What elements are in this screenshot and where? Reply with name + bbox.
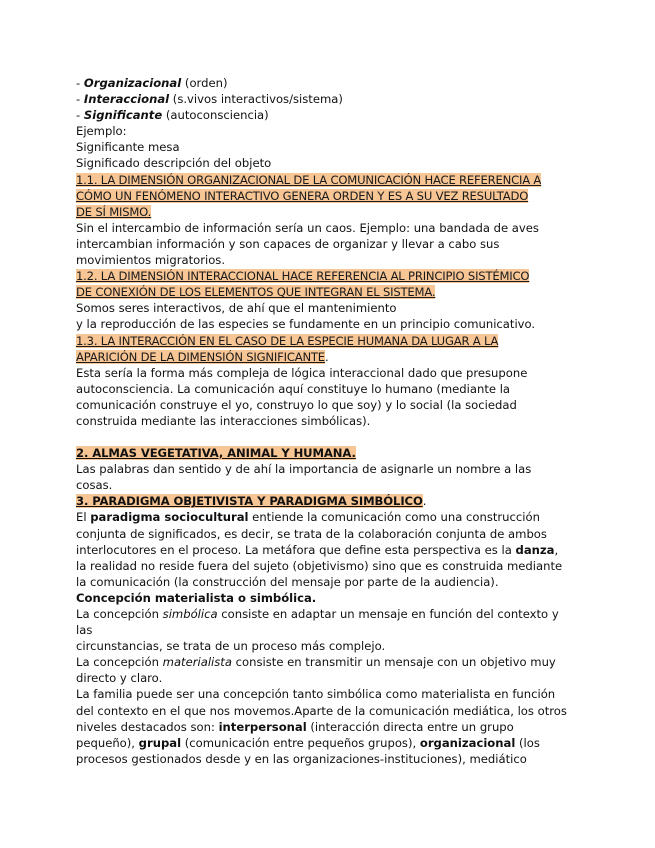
text-line — [76, 75, 586, 91]
text-run: . — [324, 349, 329, 364]
italic-term: materialista — [162, 655, 232, 670]
text-line — [76, 300, 586, 316]
text-line — [76, 381, 586, 397]
highlighted-heading: 1.1. LA DIMENSIÓN ORGANIZACIONAL DE LA COMUNICACIÓN HACE REFERENCIA A — [76, 172, 542, 187]
text-line — [76, 252, 586, 268]
text-run: Las palabras dan sentido y de ahí la importancia de asignarle un nombre a las — [76, 462, 532, 477]
text-run: interlocutores en el proceso. La metáfora que define esta perspectiva es la — [76, 542, 516, 557]
text-run: (autoconsciencia) — [162, 108, 269, 123]
text-run: niveles destacados son: — [76, 719, 219, 734]
text-run: (s.vivos interactivos/sistema) — [169, 92, 343, 107]
text-line — [76, 123, 586, 139]
text-run: Ejemplo: — [76, 124, 127, 139]
bold-term: paradigma sociocultural — [90, 510, 249, 525]
bold-term: grupal — [138, 735, 182, 750]
text-run: - — [76, 76, 84, 90]
text-line — [76, 107, 586, 123]
text-run: y la reproducción de las especies se fundamente en un principio comunicativo. — [76, 317, 536, 332]
text-run: El — [76, 510, 91, 525]
text-run: pequeño), — [76, 735, 139, 750]
text-line — [76, 477, 586, 493]
text-run: Somos seres interactivos, de ahí que el mantenimiento — [76, 301, 397, 316]
text-line — [76, 638, 586, 654]
text-run: consiste en transmitir un mensaje con un objetivo muy — [231, 655, 556, 670]
text-run: procesos gestionados desde y en las organizaciones-instituciones), mediático — [76, 751, 527, 766]
text-run: entiende la comunicación como una construcción — [248, 510, 540, 525]
text-run: la realidad no reside fuera del sujeto (objetivismo) sino que es construida mediante — [76, 558, 563, 573]
text-run: Esta sería la forma más compleja de lógica interaccional dado que presupone — [76, 365, 528, 380]
text-line — [76, 558, 586, 574]
text-run: circunstancias, se trata de un proceso más complejo. — [76, 639, 386, 654]
italic-term: simbólica — [162, 607, 218, 621]
highlighted-heading: DE CONEXIÓN DE LOS ELEMENTOS QUE INTEGRAN EL SISTEMA. — [76, 285, 436, 300]
text-line — [76, 188, 586, 204]
text-line — [76, 445, 586, 461]
text-line — [76, 719, 586, 735]
text-line — [76, 333, 586, 349]
text-line — [76, 686, 586, 702]
text-line — [76, 139, 586, 155]
text-run: directo y claro. — [76, 671, 163, 686]
highlighted-heading: APARICIÓN DE LA DIMENSIÓN SIGNIFICANTE — [76, 349, 325, 364]
text-line — [76, 526, 586, 542]
text-run: (orden) — [181, 76, 228, 90]
bold-italic-term: Organizacional — [83, 76, 182, 90]
text-line — [76, 284, 586, 300]
text-line — [76, 236, 586, 252]
highlighted-heading: DE SÍ MISMO. — [76, 204, 152, 219]
bold-term: interpersonal — [218, 719, 307, 734]
text-run: (los — [515, 735, 540, 750]
text-run: la comunicación (la construcción del mensaje por parte de la audiencia). — [76, 574, 499, 589]
bold-term: Concepción materialista o simbólica. — [76, 590, 317, 605]
text-line — [76, 461, 586, 477]
highlighted-heading: CÓMO UN FENÓMENO INTERACTIVO GENERA ORDEN Y ES A SU VEZ RESULTADO — [76, 188, 529, 203]
text-line — [76, 493, 586, 509]
text-line — [76, 590, 586, 606]
text-run: Sin el intercambio de información sería un caos. Ejemplo: una bandada de aves — [76, 220, 539, 235]
text-line — [76, 622, 586, 638]
text-line — [76, 670, 586, 686]
text-run: . — [422, 494, 427, 509]
text-line — [76, 204, 586, 220]
text-run: conjunta de significados, es decir, se trata de la colaboración conjunta de ambos — [76, 526, 547, 541]
text-run: - — [76, 108, 84, 123]
text-line — [76, 703, 586, 719]
bold-italic-term: Interaccional — [83, 92, 170, 107]
bold-italic-term: Significante — [83, 108, 163, 123]
text-line — [76, 751, 586, 767]
text-run: (comunicación entre pequeños grupos), — [181, 735, 420, 750]
highlighted-heading: 1.3. LA INTERACCIÓN EN EL CASO DE LA ESPECIE HUMANA DA LUGAR A LA — [76, 333, 499, 348]
text-run: construida mediante las interacciones simbólicas). — [76, 413, 371, 428]
section-heading: 2. ALMAS VEGETATIVA, ANIMAL Y HUMANA. — [76, 446, 356, 461]
text-run: - — [76, 92, 84, 107]
text-run: Significante mesa — [76, 140, 180, 155]
text-line — [76, 91, 586, 107]
text-run: La concepción — [76, 655, 163, 670]
highlighted-heading: 1.2. LA DIMENSIÓN INTERACCIONAL HACE REFERENCIA AL PRINCIPIO SISTÉMICO — [76, 269, 530, 284]
text-run: comunicación construye el yo, construyo lo que soy) y lo social (la sociedad — [76, 397, 517, 412]
bold-term: danza — [515, 542, 555, 557]
text-line — [76, 349, 586, 365]
text-line — [76, 220, 586, 236]
text-run: movimientos migratorios. — [76, 253, 226, 268]
blank-line — [76, 429, 586, 445]
text-run: Significado descripción del objeto — [76, 156, 272, 171]
text-line — [76, 574, 586, 590]
text-line — [76, 542, 586, 558]
text-line — [76, 365, 586, 381]
text-line — [76, 397, 586, 413]
text-line — [76, 606, 586, 622]
text-line — [76, 172, 586, 188]
text-run: las — [76, 623, 93, 638]
text-run: autoconsciencia. La comunicación aquí constituye lo humano (mediante la — [76, 381, 511, 396]
section-heading: 3. PARADIGMA OBJETIVISTA Y PARADIGMA SIMBÓLICO — [76, 494, 423, 509]
text-line — [76, 268, 586, 284]
bold-term: organizacional — [419, 735, 516, 750]
text-run: La concepción — [76, 607, 163, 621]
text-line — [76, 654, 586, 670]
text-line — [76, 509, 586, 525]
text-line — [76, 155, 586, 171]
text-run: , — [554, 542, 559, 557]
document-body — [76, 75, 586, 767]
text-run: intercambian información y son capaces de organizar y llevar a cabo sus — [76, 236, 500, 251]
text-run: del contexto en el que nos movemos.Aparte de la comunicación mediática, los otros — [76, 703, 567, 718]
text-run: cosas. — [76, 478, 113, 493]
text-run: (interacción directa entre un grupo — [306, 719, 514, 734]
text-line — [76, 316, 586, 332]
text-run: consiste en adaptar un mensaje en función del contexto y — [217, 607, 559, 621]
text-line — [76, 413, 586, 429]
text-run: La familia puede ser una concepción tanto simbólica como materialista en función — [76, 687, 556, 702]
text-line — [76, 735, 586, 751]
